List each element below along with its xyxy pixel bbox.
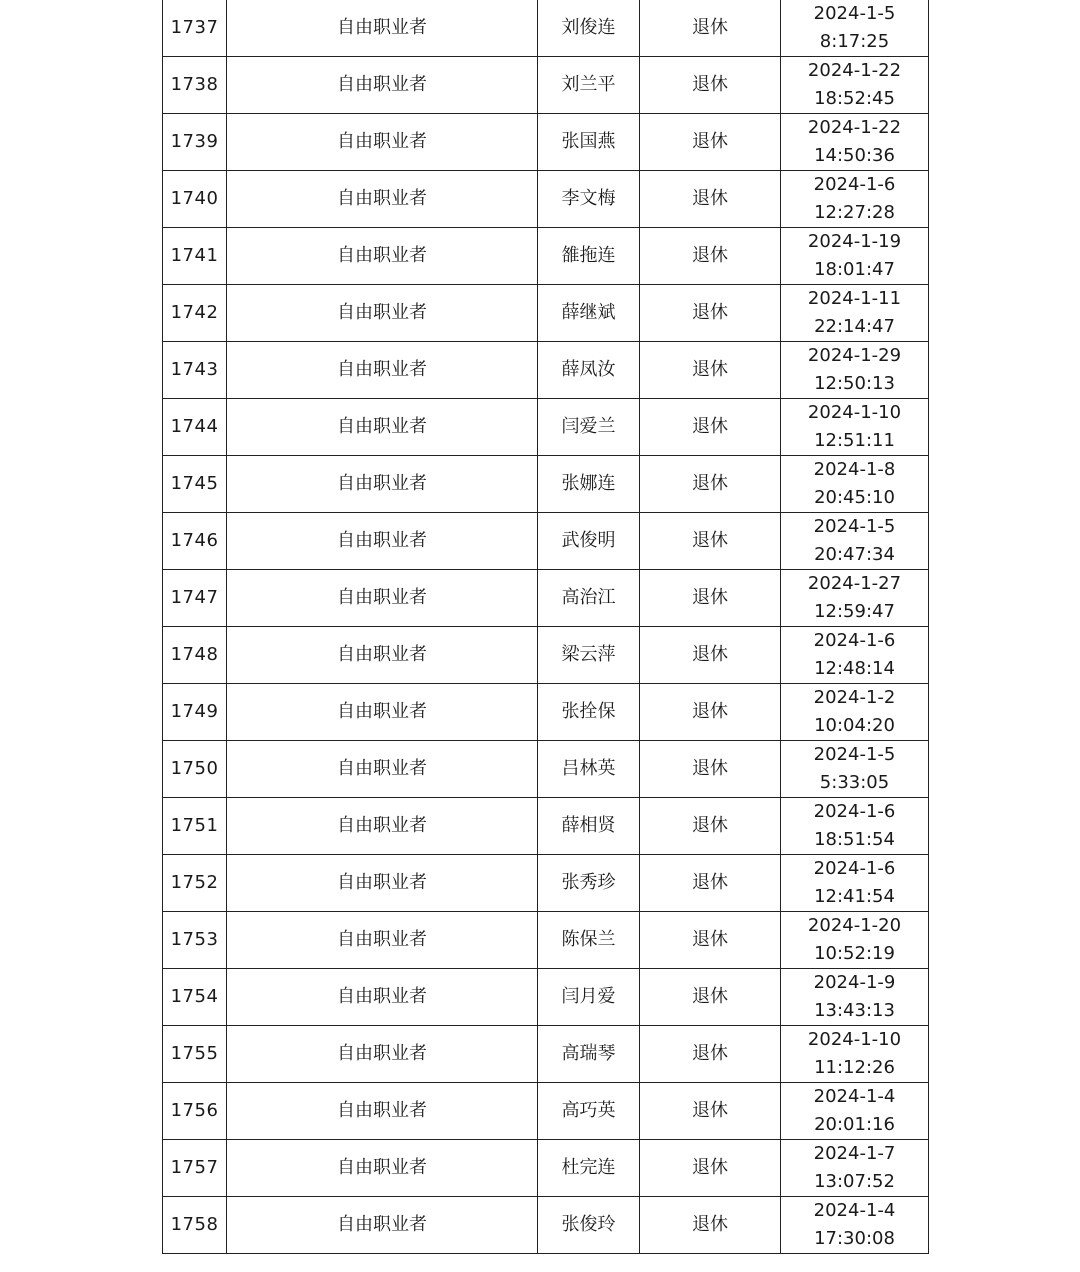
- timestamp-date: 2024-1-6: [813, 858, 896, 879]
- table-row: [163, 1197, 929, 1254]
- timestamp-date: 2024-1-20: [807, 915, 902, 936]
- timestamp-cell: [781, 171, 929, 228]
- occupation-cell: 自由职业者: [227, 570, 538, 627]
- table-row: [163, 969, 929, 1026]
- occupation-cell: 自由职业者: [227, 399, 538, 456]
- person-name-cell: 张秀珍: [538, 855, 640, 912]
- table-row: [163, 114, 929, 171]
- roster-table-body: [163, 0, 929, 1254]
- timestamp-date: 2024-1-22: [807, 60, 902, 81]
- status-cell: 退休: [640, 342, 781, 399]
- status-cell: 退休: [640, 855, 781, 912]
- table-row: [163, 684, 929, 741]
- timestamp-cell: [781, 57, 929, 114]
- person-name-cell: 梁云萍: [538, 627, 640, 684]
- status-cell: 退休: [640, 513, 781, 570]
- person-name-cell: 张俊玲: [538, 1197, 640, 1254]
- occupation-cell: 自由职业者: [227, 171, 538, 228]
- occupation-cell: 自由职业者: [227, 1083, 538, 1140]
- timestamp-cell: [781, 684, 929, 741]
- timestamp-time: 5:33:05: [819, 772, 890, 793]
- timestamp-cell: [781, 855, 929, 912]
- status-cell: 退休: [640, 627, 781, 684]
- row-number-cell: 1740: [163, 171, 227, 228]
- table-row: [163, 1140, 929, 1197]
- timestamp-cell: [781, 969, 929, 1026]
- person-name-cell: 吕林英: [538, 741, 640, 798]
- timestamp-cell: [781, 627, 929, 684]
- status-cell: 退休: [640, 798, 781, 855]
- table-row: [163, 1083, 929, 1140]
- person-name-cell: 刘俊连: [538, 0, 640, 57]
- person-name-cell: 薛凤汝: [538, 342, 640, 399]
- status-cell: 退休: [640, 570, 781, 627]
- timestamp-time: 12:50:13: [814, 373, 895, 394]
- status-cell: 退休: [640, 1140, 781, 1197]
- person-name-cell: 李文梅: [538, 171, 640, 228]
- timestamp-date: 2024-1-4: [813, 1200, 896, 1221]
- timestamp-time: 17:30:08: [814, 1228, 895, 1249]
- timestamp-time: 18:01:47: [814, 259, 895, 280]
- timestamp-time: 18:51:54: [814, 829, 895, 850]
- row-number-cell: 1754: [163, 969, 227, 1026]
- timestamp-time: 20:47:34: [814, 544, 895, 565]
- timestamp-time: 18:52:45: [814, 88, 895, 109]
- occupation-cell: 自由职业者: [227, 741, 538, 798]
- occupation-cell: 自由职业者: [227, 285, 538, 342]
- person-name-cell: 薛相贤: [538, 798, 640, 855]
- timestamp-cell: [781, 285, 929, 342]
- table-row: [163, 171, 929, 228]
- timestamp-time: 12:41:54: [814, 886, 895, 907]
- occupation-cell: 自由职业者: [227, 1197, 538, 1254]
- timestamp-time: 13:43:13: [814, 1000, 895, 1021]
- table-row: [163, 285, 929, 342]
- row-number-cell: 1742: [163, 285, 227, 342]
- timestamp-cell: [781, 1140, 929, 1197]
- table-row: [163, 855, 929, 912]
- status-cell: 退休: [640, 456, 781, 513]
- person-name-cell: 张国燕: [538, 114, 640, 171]
- table-row: [163, 456, 929, 513]
- timestamp-time: 11:12:26: [814, 1057, 895, 1078]
- person-name-cell: 高治江: [538, 570, 640, 627]
- row-number-cell: 1748: [163, 627, 227, 684]
- occupation-cell: 自由职业者: [227, 342, 538, 399]
- timestamp-date: 2024-1-5: [813, 744, 896, 765]
- timestamp-time: 20:45:10: [814, 487, 895, 508]
- person-name-cell: 雒拖连: [538, 228, 640, 285]
- occupation-cell: 自由职业者: [227, 513, 538, 570]
- row-number-cell: 1747: [163, 570, 227, 627]
- timestamp-date: 2024-1-6: [813, 174, 896, 195]
- timestamp-date: 2024-1-2: [813, 687, 896, 708]
- timestamp-date: 2024-1-11: [807, 288, 902, 309]
- timestamp-cell: [781, 513, 929, 570]
- occupation-cell: 自由职业者: [227, 1140, 538, 1197]
- table-row: [163, 912, 929, 969]
- row-number-cell: 1744: [163, 399, 227, 456]
- table-row: [163, 513, 929, 570]
- roster-table: [162, 0, 929, 1254]
- status-cell: 退休: [640, 57, 781, 114]
- occupation-cell: 自由职业者: [227, 228, 538, 285]
- status-cell: 退休: [640, 684, 781, 741]
- occupation-cell: 自由职业者: [227, 627, 538, 684]
- table-row: [163, 570, 929, 627]
- timestamp-cell: [781, 1197, 929, 1254]
- timestamp-date: 2024-1-22: [807, 117, 902, 138]
- status-cell: 退休: [640, 0, 781, 57]
- occupation-cell: 自由职业者: [227, 0, 538, 57]
- row-number-cell: 1746: [163, 513, 227, 570]
- person-name-cell: 张拴保: [538, 684, 640, 741]
- timestamp-cell: [781, 228, 929, 285]
- occupation-cell: 自由职业者: [227, 798, 538, 855]
- timestamp-cell: [781, 798, 929, 855]
- row-number-cell: 1751: [163, 798, 227, 855]
- timestamp-cell: [781, 1083, 929, 1140]
- timestamp-date: 2024-1-19: [807, 231, 902, 252]
- row-number-cell: 1756: [163, 1083, 227, 1140]
- timestamp-time: 12:27:28: [814, 202, 895, 223]
- timestamp-time: 12:48:14: [814, 658, 895, 679]
- row-number-cell: 1749: [163, 684, 227, 741]
- occupation-cell: 自由职业者: [227, 684, 538, 741]
- occupation-cell: 自由职业者: [227, 456, 538, 513]
- person-name-cell: 杜完连: [538, 1140, 640, 1197]
- status-cell: 退休: [640, 1083, 781, 1140]
- table-row: [163, 1026, 929, 1083]
- timestamp-cell: [781, 0, 929, 57]
- timestamp-cell: [781, 741, 929, 798]
- status-cell: 退休: [640, 912, 781, 969]
- timestamp-date: 2024-1-7: [813, 1143, 896, 1164]
- person-name-cell: 薛继斌: [538, 285, 640, 342]
- table-row: [163, 342, 929, 399]
- table-row: [163, 627, 929, 684]
- row-number-cell: 1745: [163, 456, 227, 513]
- timestamp-date: 2024-1-10: [807, 1029, 902, 1050]
- status-cell: 退休: [640, 171, 781, 228]
- occupation-cell: 自由职业者: [227, 912, 538, 969]
- table-row: [163, 228, 929, 285]
- roster-table-container: [162, 0, 928, 1254]
- row-number-cell: 1755: [163, 1026, 227, 1083]
- row-number-cell: 1750: [163, 741, 227, 798]
- row-number-cell: 1741: [163, 228, 227, 285]
- row-number-cell: 1757: [163, 1140, 227, 1197]
- status-cell: 退休: [640, 399, 781, 456]
- row-number-cell: 1739: [163, 114, 227, 171]
- timestamp-date: 2024-1-5: [813, 516, 896, 537]
- occupation-cell: 自由职业者: [227, 114, 538, 171]
- timestamp-date: 2024-1-27: [807, 573, 902, 594]
- timestamp-time: 8:17:25: [819, 31, 890, 52]
- table-row: [163, 57, 929, 114]
- person-name-cell: 高巧英: [538, 1083, 640, 1140]
- row-number-cell: 1758: [163, 1197, 227, 1254]
- status-cell: 退休: [640, 969, 781, 1026]
- timestamp-time: 10:04:20: [814, 715, 895, 736]
- timestamp-cell: [781, 456, 929, 513]
- occupation-cell: 自由职业者: [227, 1026, 538, 1083]
- timestamp-cell: [781, 1026, 929, 1083]
- timestamp-time: 13:07:52: [814, 1171, 895, 1192]
- timestamp-time: 12:59:47: [814, 601, 895, 622]
- table-row: [163, 741, 929, 798]
- timestamp-cell: [781, 912, 929, 969]
- timestamp-date: 2024-1-10: [807, 402, 902, 423]
- timestamp-time: 22:14:47: [814, 316, 895, 337]
- timestamp-date: 2024-1-9: [813, 972, 896, 993]
- status-cell: 退休: [640, 1026, 781, 1083]
- status-cell: 退休: [640, 1197, 781, 1254]
- person-name-cell: 张娜连: [538, 456, 640, 513]
- table-row: [163, 399, 929, 456]
- occupation-cell: 自由职业者: [227, 969, 538, 1026]
- row-number-cell: 1743: [163, 342, 227, 399]
- timestamp-time: 20:01:16: [814, 1114, 895, 1135]
- status-cell: 退休: [640, 741, 781, 798]
- timestamp-cell: [781, 114, 929, 171]
- status-cell: 退休: [640, 285, 781, 342]
- status-cell: 退休: [640, 114, 781, 171]
- timestamp-time: 10:52:19: [814, 943, 895, 964]
- row-number-cell: 1753: [163, 912, 227, 969]
- timestamp-time: 14:50:36: [814, 145, 895, 166]
- timestamp-date: 2024-1-5: [813, 3, 896, 24]
- table-row: [163, 798, 929, 855]
- timestamp-date: 2024-1-6: [813, 801, 896, 822]
- occupation-cell: 自由职业者: [227, 855, 538, 912]
- person-name-cell: 刘兰平: [538, 57, 640, 114]
- timestamp-cell: [781, 399, 929, 456]
- person-name-cell: 武俊明: [538, 513, 640, 570]
- timestamp-date: 2024-1-29: [807, 345, 902, 366]
- timestamp-cell: [781, 570, 929, 627]
- timestamp-date: 2024-1-4: [813, 1086, 896, 1107]
- status-cell: 退休: [640, 228, 781, 285]
- timestamp-date: 2024-1-8: [813, 459, 896, 480]
- table-row: [163, 0, 929, 57]
- row-number-cell: 1738: [163, 57, 227, 114]
- person-name-cell: 闫爱兰: [538, 399, 640, 456]
- row-number-cell: 1752: [163, 855, 227, 912]
- person-name-cell: 陈保兰: [538, 912, 640, 969]
- person-name-cell: 闫月爱: [538, 969, 640, 1026]
- timestamp-time: 12:51:11: [814, 430, 895, 451]
- timestamp-date: 2024-1-6: [813, 630, 896, 651]
- person-name-cell: 高瑞琴: [538, 1026, 640, 1083]
- row-number-cell: 1737: [163, 0, 227, 57]
- timestamp-cell: [781, 342, 929, 399]
- occupation-cell: 自由职业者: [227, 57, 538, 114]
